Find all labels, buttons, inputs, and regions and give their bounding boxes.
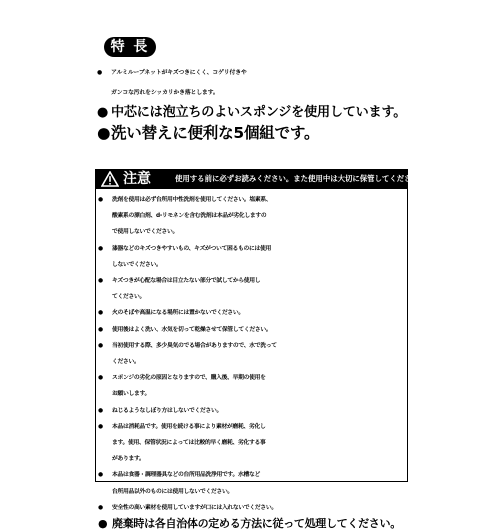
caution-line [98, 305, 401, 321]
caution-line [98, 386, 401, 402]
caution-text: ます。使用、保管状況によっては比較的早く磨耗、劣化する事 [112, 440, 266, 447]
bullet-icon: ● [97, 124, 111, 142]
caution-line [98, 516, 401, 532]
caution-line [98, 500, 401, 516]
caution-text: 火のそばや高温になる場所には置かないでください。 [112, 310, 244, 317]
caution-line [98, 257, 401, 273]
feature-text: 洗い替えに便利な5個組です。 [111, 124, 320, 142]
bullet-icon: ● [98, 197, 103, 203]
caution-text: ねじるようなしぼり方はしないでください。 [112, 407, 222, 414]
bullet-icon: ● [98, 517, 108, 531]
bullet-icon: ● [98, 423, 103, 430]
caution-title: 注意 [123, 171, 151, 187]
warning-triangle-icon [101, 171, 119, 187]
bullet-icon: ● [98, 407, 103, 414]
bullet-icon: ● [97, 105, 109, 120]
feature-line [97, 123, 406, 143]
caution-note: 使用する前に必ずお読みください。また使用中は大切に保管してください。 [175, 174, 427, 183]
caution-line [98, 467, 401, 483]
features-badge: 特 長 [104, 37, 156, 57]
caution-text: 台所用品以外のものには使用しないでください。 [112, 488, 233, 495]
bullet-icon: ● [98, 278, 103, 285]
caution-text: キズつきが心配な場合は目立たない部分で試してから使用し [112, 278, 261, 285]
caution-line [98, 484, 401, 500]
caution-text: 漆器などのキズつきやすいもの、キズがついて困るものには使用 [112, 245, 271, 252]
feature-line [97, 103, 406, 123]
caution-line [98, 435, 401, 451]
feature-text: 中芯には泡立ちのよいスポンジを使用しています。 [111, 105, 407, 120]
caution-line [98, 224, 401, 240]
caution-text: 洗剤を使用は必ず台所用中性洗剤を使用してください。塩素系、 [112, 197, 272, 203]
caution-text: で使用しないでください。 [112, 229, 178, 236]
caution-line [98, 370, 401, 386]
features-list [97, 63, 406, 143]
caution-text: 本品は消耗品です。使用を続ける事により素材が磨耗、劣化し [112, 423, 266, 430]
caution-text: 使用後はよく洗い、水気を切って乾燥させて保管してください。 [112, 326, 272, 333]
feature-line [97, 83, 406, 103]
caution-text: 酸素系の漂白剤、d-リモネンを含む洗剤は本品が劣化しますの [112, 213, 267, 220]
caution-text: があります。 [112, 456, 145, 463]
caution-line [98, 403, 401, 419]
caution-text: 廃棄時は各自治体の定める方法に従って処理してください。 [112, 517, 401, 531]
caution-text: ください。 [112, 359, 140, 366]
bullet-icon: ● [98, 245, 103, 252]
caution-line [98, 338, 401, 354]
bullet-icon: ● [98, 326, 103, 333]
caution-line [98, 322, 401, 338]
bullet-icon: ● [98, 342, 103, 349]
caution-line [98, 419, 401, 435]
caution-text: てください。 [112, 294, 145, 301]
caution-text: 本品は食器・調理器具などの台所用品洗浄用です。水槽など [112, 472, 260, 479]
caution-line [98, 354, 401, 370]
caution-line [98, 273, 401, 289]
caution-line [98, 208, 401, 224]
caution-line [98, 289, 401, 305]
caution-text: スポンジの劣化の原因となりますので、購入後、早期の使用を [112, 375, 266, 382]
caution-line [98, 451, 401, 467]
feature-text: アルミループネットがキズつきにくく、コゲリ付きや [111, 70, 247, 76]
bullet-icon: ● [98, 310, 103, 317]
bullet-icon: ● [98, 472, 103, 479]
feature-line [97, 63, 406, 83]
bullet-icon: ● [97, 70, 102, 76]
caution-list [98, 192, 401, 532]
bullet-icon: ● [98, 504, 103, 511]
caution-text: お願いします。 [112, 391, 151, 398]
feature-text: ガンコな汚れをシッカリかき落とします。 [111, 90, 219, 96]
caution-line [98, 241, 401, 257]
bullet-icon: ● [98, 375, 103, 382]
caution-header [95, 169, 427, 189]
caution-text: 当初使用する際、多少臭気のでる場合がありますので、水で洗って [112, 342, 277, 349]
caution-line [98, 192, 401, 208]
caution-text: 安全性の高い素材を使用していますが口には入れないでください。 [112, 504, 277, 511]
caution-text: しないでください。 [112, 261, 162, 268]
